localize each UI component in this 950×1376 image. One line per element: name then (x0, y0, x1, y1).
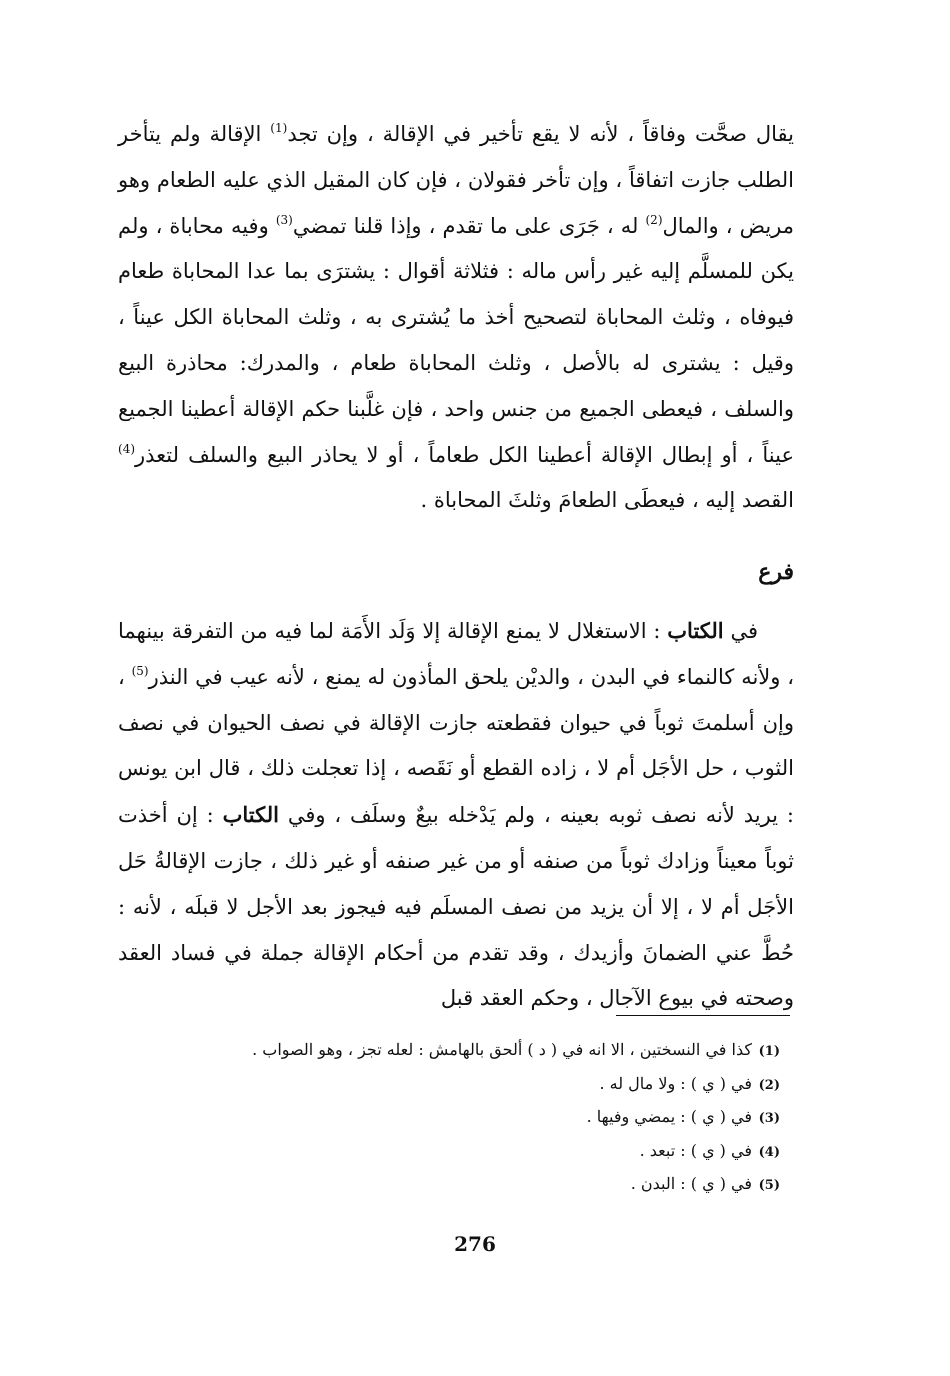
section-heading: فرع (758, 559, 794, 586)
footnote-text: في ( ي ) : يمضي وفيها . (586, 1107, 752, 1126)
text-run: : إن أخذت ثوباً معيناً وزادك ثوباً من صنفه أو من غير صنفه أو غير ذلك ، جازت الإقالةُ حَل الأجَل أم لا ، إلا أن يزيد من نصف المسلَم فيه فيجوز بعد الأجل لا قبلَه ، لأنه : حُطَّ عني الضمانَ وأزيدك ، وقد تقدم من أحكام الإقالة جملة في فساد العقد وصحته في بيوع الآجال ، وحكم العقد قبل (118, 803, 794, 1011)
text-run: الإقالة ولم يتأخر الطلب جازت اتفاقاً ، وإن تأخر فقولان ، فإن كان المقيل الذي عليه الطعام وهو مريض ، والمال (118, 122, 794, 238)
footnote-number: (1) (758, 1044, 780, 1059)
footnote-text: في ( ي ) : البدن . (630, 1174, 752, 1193)
text-run: وفيه محاباة ، ولم يكن للمسلَّم إليه غير رأس ماله : فثلاثة أقوال : يشترَى بما عدا المحاباة طعام فيوفاه ، وثلث المحاباة لتصحيح أخذ ما يُشترى به ، وثلث المحاباة الكل عيناً ، وقيل : يشترى له بالأصل ، وثلث المحاباة طعام ، والمدرك: محاذرة البيع والسلف ، فيعطى الجميع من جنس واحد ، فإن غلَّبنا حكم الإقالة أعطينا الجميع عيناً ، أو إبطال الإقالة أعطينا الكل طعاماً ، أو لا يحاذر البيع والسلف لتعذر (118, 213, 794, 467)
footnote (170, 1135, 780, 1169)
paragraph-1 (118, 112, 794, 524)
main-text (118, 112, 794, 1022)
footnote-ref-4: (4) (118, 441, 136, 456)
bold-term: الكتاب (667, 617, 724, 643)
footnote-text: في ( ي ) : تبعد . (639, 1140, 752, 1160)
footnote-ref-3: (3) (275, 212, 293, 227)
footnote-number: (3) (758, 1111, 780, 1126)
footnote-separator (616, 1015, 790, 1016)
text-run: يقال صحَّت وفاقاً ، لأنه لا يقع تأخير في الإقالة ، وإن تجد (287, 122, 794, 146)
text-run: في (723, 618, 759, 643)
footnote-number: (4) (758, 1144, 780, 1160)
text-run: ، وإن أسلمتَ ثوباً في حيوان فقطعته جازت الإقالة في نصف الحيوان في نصف الثوب ، حل الأجَل أم لا ، زاده القطع أو نَقَصه ، إذا تعجلت ذلك ، قال ابن يونس : يريد لأنه نصف ثوبه بعينه ، ولم يَدْخله بيعٌ وسلَف ، وفي (118, 664, 794, 828)
footnote-number: (2) (758, 1077, 780, 1093)
paragraph-2 (118, 608, 794, 1022)
text-run: له ، جَرَى على ما تقدم ، وإذا قلنا تمضي (292, 213, 646, 238)
footnotes (170, 1034, 780, 1202)
page-number: 276 (454, 1232, 496, 1256)
text-run: القصد إليه ، فيعطَى الطعامَ وثلثَ المحاباة . (420, 488, 794, 513)
footnote (170, 1168, 780, 1202)
footnote-ref-5: (5) (131, 663, 149, 678)
footnote-ref-1: (1) (270, 121, 288, 135)
footnote-text: في ( ي ) : ولا مال له . (599, 1073, 752, 1093)
footnote (170, 1101, 780, 1135)
footnote (170, 1034, 780, 1068)
text-run: : الاستغلال لا يمنع الإقالة إلا وَلَد الأَمَة لما فيه من التفرقة بينهما ، ولأنه كالنماء في البدن ، والديْن يلحق المأذون له يمنع ، لأنه عيب في النذر (118, 618, 794, 689)
footnote-ref-2: (2) (645, 212, 663, 227)
footnote-number: (5) (758, 1178, 780, 1193)
footnote (170, 1068, 780, 1102)
footnote-text: كذا في النسختين ، الا انه في ( د ) ألحق بالهامش : لعله تجز ، وهو الصواب . (252, 1040, 752, 1059)
bold-term: الكتاب (222, 802, 279, 828)
